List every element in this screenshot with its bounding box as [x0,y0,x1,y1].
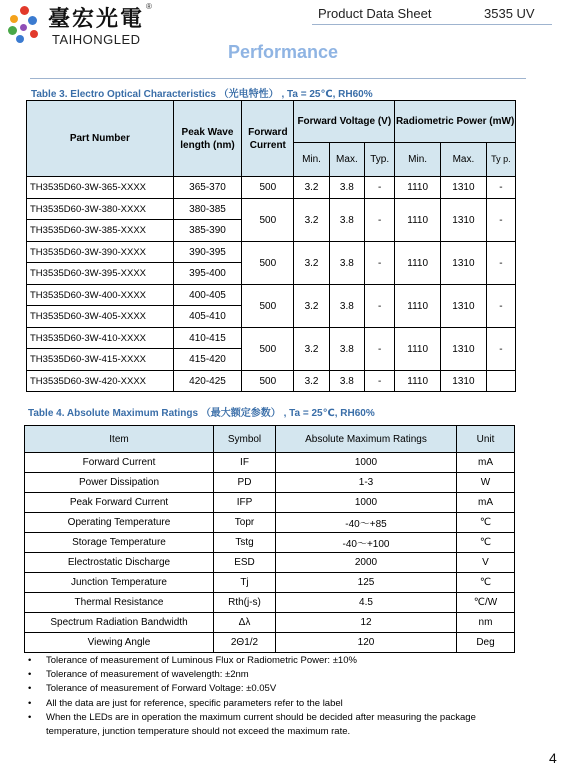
unit-cell: ℃ [457,533,515,553]
electro-optical-table [26,100,516,392]
table-row [25,533,515,553]
power-typ-cell: - [486,242,515,285]
header-voltage-typ: Typ. [365,143,395,177]
list-item: • Tolerance of measurement of Forward Voltage: ±0.05V [26,682,526,696]
unit-cell: ℃/W [457,593,515,613]
table-row [25,613,515,633]
power-max-cell: 1310 [441,328,487,371]
table3-caption [31,85,373,100]
wavelength-cell: 410-415 [173,328,242,349]
company-logo [6,2,156,46]
wavelength-cell: 420-425 [173,371,242,392]
part-number-cell: TH3535D60-3W-415-XXXX [27,349,174,371]
item-cell: Storage Temperature [25,533,214,553]
power-min-cell: 1110 [395,328,441,371]
table-row [25,593,515,613]
item-cell: Peak Forward Current [25,493,214,513]
header-power-min: Min. [395,143,441,177]
symbol-cell: Tj [214,573,276,593]
logo-chinese-text: 臺宏光電 [48,6,145,32]
table3-caption-cn: （光电特性） [218,89,279,100]
table4-caption-en: Table 4. Absolute Maximum Ratings [28,408,199,419]
part-number-cell: TH3535D60-3W-420-XXXX [27,371,174,392]
header-part-number: Part Number [27,101,174,177]
part-number-cell: TH3535D60-3W-380-XXXX [27,199,174,220]
part-number-cell: TH3535D60-3W-395-XXXX [27,263,174,285]
power-typ-cell: - [486,285,515,328]
rating-cell: -40～+100 [276,533,457,553]
header-symbol: Symbol [214,426,276,453]
header-item: Item [25,426,214,453]
unit-cell: mA [457,493,515,513]
list-item: • Tolerance of measurement of wavelength: ±2nm [26,668,526,682]
voltage-max-cell: 3.8 [329,285,364,328]
voltage-min-cell: 3.2 [294,371,329,392]
power-typ-cell [486,371,515,392]
voltage-max-cell: 3.8 [329,328,364,371]
wavelength-cell: 385-390 [173,220,242,242]
table-row [25,553,515,573]
unit-cell: ℃ [457,513,515,533]
wavelength-cell: 395-400 [173,263,242,285]
part-number-cell: TH3535D60-3W-405-XXXX [27,306,174,328]
unit-cell: W [457,473,515,493]
table-row [25,493,515,513]
voltage-typ-cell: - [365,328,395,371]
power-max-cell: 1310 [441,371,487,392]
power-max-cell: 1310 [441,199,487,242]
current-cell: 500 [242,199,294,242]
voltage-max-cell: 3.8 [329,371,364,392]
unit-cell: Deg [457,633,515,653]
logo-english-text: TAIHONGLED [52,32,141,47]
table-row [25,573,515,593]
symbol-cell: ESD [214,553,276,573]
power-min-cell: 1110 [395,199,441,242]
voltage-min-cell: 3.2 [294,242,329,285]
header-rating: Absolute Maximum Ratings [276,426,457,453]
power-min-cell: 1110 [395,242,441,285]
symbol-cell: Topr [214,513,276,533]
item-cell: Operating Temperature [25,513,214,533]
item-cell: Viewing Angle [25,633,214,653]
table-row [25,453,515,473]
table-row [25,473,515,493]
unit-cell: nm [457,613,515,633]
item-cell: Forward Current [25,453,214,473]
wavelength-cell: 365-370 [173,177,242,199]
header-unit: Unit [457,426,515,453]
item-cell: Junction Temperature [25,573,214,593]
symbol-cell: Δλ [214,613,276,633]
symbol-cell: PD [214,473,276,493]
header-radiometric-power: Radiometric Power (mW) [395,101,516,143]
power-min-cell: 1110 [395,177,441,199]
part-number-cell: TH3535D60-3W-400-XXXX [27,285,174,306]
unit-cell: mA [457,453,515,473]
rating-cell: -40～+85 [276,513,457,533]
logo-dots-icon [6,6,46,46]
power-typ-cell: - [486,177,515,199]
part-number-cell: TH3535D60-3W-385-XXXX [27,220,174,242]
symbol-cell: IF [214,453,276,473]
list-item: • When the LEDs are in operation the maximum current should be decided after measuring the package temperature, junction temperature should not exceed the maximum rate. [26,711,526,739]
list-item: • Tolerance of measurement of Luminous Flux or Radiometric Power: ±10% [26,654,526,668]
wavelength-cell: 380-385 [173,199,242,220]
document-model: 3535 UV [484,6,535,21]
wavelength-cell: 400-405 [173,285,242,306]
rating-cell: 4.5 [276,593,457,613]
voltage-typ-cell: - [365,177,395,199]
table3-caption-cond: , Ta = 25℃, RH60% [281,89,373,100]
header-power-typ: Ty p. [486,143,515,177]
table4-caption [28,404,375,419]
item-cell: Spectrum Radiation Bandwidth [25,613,214,633]
power-typ-cell: - [486,328,515,371]
header-forward-current: Forward Current [242,101,294,177]
current-cell: 500 [242,371,294,392]
symbol-cell: Rth(j-s) [214,593,276,613]
table-row [25,513,515,533]
rating-cell: 2000 [276,553,457,573]
power-typ-cell: - [486,199,515,242]
table4-caption-cn: （最大额定参数） [200,408,281,419]
voltage-max-cell: 3.8 [329,199,364,242]
table4-caption-cond: , Ta = 25℃, RH60% [283,408,375,419]
symbol-cell: Tstg [214,533,276,553]
header-voltage-min: Min. [294,143,329,177]
wavelength-cell: 415-420 [173,349,242,371]
absolute-max-ratings-table [24,425,515,653]
header-divider [312,24,552,25]
table-row [25,633,515,653]
item-cell: Electrostatic Discharge [25,553,214,573]
unit-cell: V [457,553,515,573]
power-min-cell: 1110 [395,371,441,392]
item-cell: Power Dissipation [25,473,214,493]
voltage-typ-cell: - [365,371,395,392]
registered-mark: ® [146,2,152,11]
unit-cell: ℃ [457,573,515,593]
voltage-typ-cell: - [365,242,395,285]
current-cell: 500 [242,242,294,285]
table3-caption-en: Table 3. Electro Optical Characteristics [31,89,216,100]
header-peak-wave: Peak Wave length (nm) [173,101,242,177]
rating-cell: 1000 [276,453,457,473]
list-item: • All the data are just for reference, specific parameters refer to the label [26,697,526,711]
power-max-cell: 1310 [441,242,487,285]
notes-list [26,654,526,739]
voltage-typ-cell: - [365,285,395,328]
current-cell: 500 [242,328,294,371]
rating-cell: 125 [276,573,457,593]
part-number-cell: TH3535D60-3W-390-XXXX [27,242,174,263]
rating-cell: 120 [276,633,457,653]
current-cell: 500 [242,177,294,199]
rating-cell: 1-3 [276,473,457,493]
item-cell: Thermal Resistance [25,593,214,613]
voltage-min-cell: 3.2 [294,199,329,242]
power-min-cell: 1110 [395,285,441,328]
symbol-cell: 2Θ1/2 [214,633,276,653]
part-number-cell: TH3535D60-3W-410-XXXX [27,328,174,349]
header-power-max: Max. [441,143,487,177]
part-number-cell: TH3535D60-3W-365-XXXX [27,177,174,199]
rating-cell: 1000 [276,493,457,513]
voltage-max-cell: 3.8 [329,177,364,199]
voltage-typ-cell: - [365,199,395,242]
voltage-max-cell: 3.8 [329,242,364,285]
voltage-min-cell: 3.2 [294,285,329,328]
voltage-min-cell: 3.2 [294,328,329,371]
current-cell: 500 [242,285,294,328]
wavelength-cell: 390-395 [173,242,242,263]
section-title: Performance [227,42,339,62]
wavelength-cell: 405-410 [173,306,242,328]
document-title: Product Data Sheet [318,6,432,21]
power-max-cell: 1310 [441,285,487,328]
power-max-cell: 1310 [441,177,487,199]
header-voltage-max: Max. [329,143,364,177]
symbol-cell: IFP [214,493,276,513]
header-forward-voltage: Forward Voltage (V) [294,101,395,143]
section-divider [30,78,526,79]
page-number: 4 [549,750,557,766]
voltage-min-cell: 3.2 [294,177,329,199]
rating-cell: 12 [276,613,457,633]
